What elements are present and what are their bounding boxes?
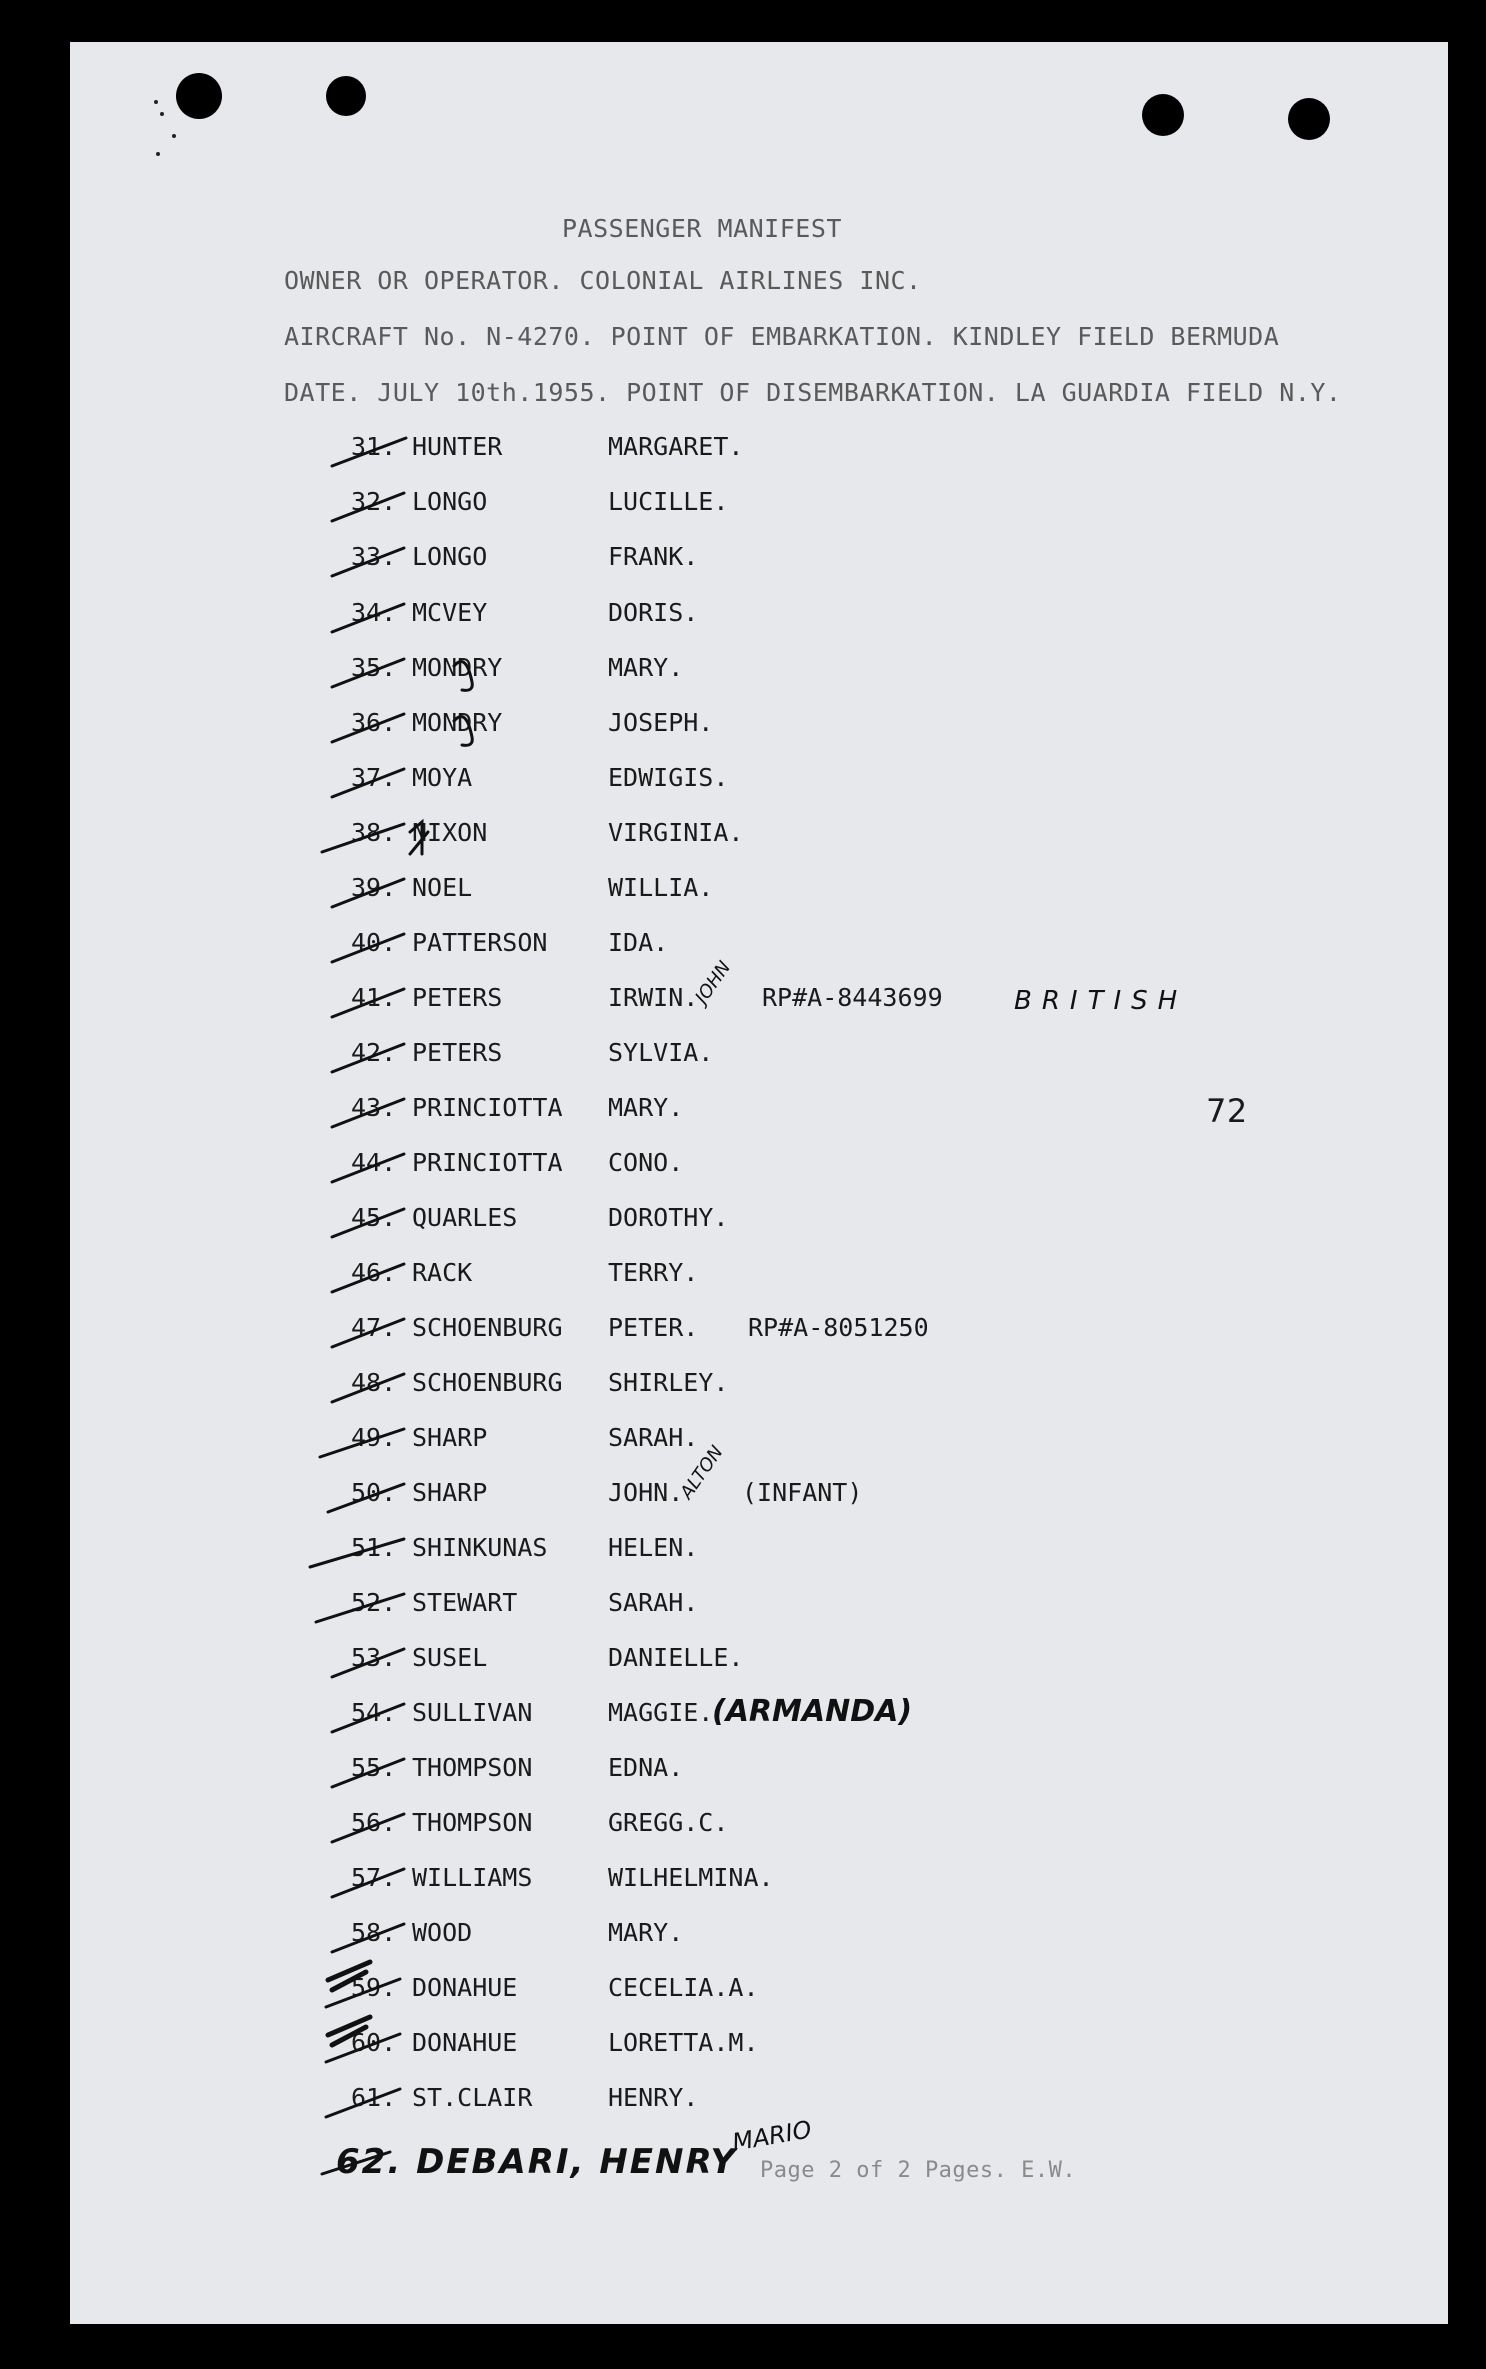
surname: SHINKUNAS [412,1533,548,1562]
row-number: 58. [351,1918,397,1947]
row-number: 36. [351,708,397,737]
page-number: 72 [1206,1092,1248,1130]
punch-hole-left [176,73,222,119]
given-name: EDWIGIS. [608,763,729,792]
surname: SULLIVAN [412,1698,533,1727]
passenger-row [70,2028,1448,2068]
given-name: HELEN. [608,1533,699,1562]
surname: NIXON [412,818,488,847]
row-number: 33. [351,542,397,571]
given-name: WILLIA. [608,873,714,902]
passenger-row [70,542,1448,582]
row-number: 60. [351,2028,397,2057]
surname: SCHOENBURG [412,1313,563,1342]
given-name: DORIS. [608,598,699,627]
passenger-row [70,1863,1448,1903]
given-name: SHIRLEY. [608,1368,729,1397]
manifest-title: PASSENGER MANIFEST [562,214,842,243]
surname: MOYA [412,763,473,792]
given-name: JOSEPH. [608,708,714,737]
resident-permit: RP#A-8051250 [748,1313,929,1342]
passenger-row [70,1423,1448,1463]
handwritten-alton: ALTON [676,1442,728,1503]
aircraft-line: AIRCRAFT No. N-4270. POINT OF EMBARKATION. KINDLEY FIELD BERMUDA [284,322,1280,351]
surname: PRINCIOTTA [412,1148,563,1177]
handwritten-mario: MARIO [730,2115,814,2157]
given-name: WILHELMINA. [608,1863,774,1892]
handwritten-john: JOHN [691,957,736,1008]
surname: RACK [412,1258,473,1287]
passenger-row [70,983,1448,1023]
passenger-row [70,1203,1448,1243]
given-name: FRANK. [608,542,699,571]
surname: DONAHUE [412,2028,518,2057]
speck [154,100,158,104]
surname: SUSEL [412,1643,488,1672]
row-number: 50. [351,1478,397,1507]
speck [172,134,176,138]
passenger-row [70,1808,1448,1848]
given-name: IRWIN. [608,983,699,1012]
given-name: EDNA. [608,1753,684,1782]
given-name: IDA. [608,928,669,957]
page-footer: Page 2 of 2 Pages. E.W. [760,2158,1077,2183]
passenger-row [70,1258,1448,1298]
row-number: 39. [351,873,397,902]
surname: THOMPSON [412,1808,533,1837]
surname: PETERS [412,983,503,1012]
passenger-row [70,1038,1448,1078]
surname: LONGO [412,487,488,516]
row-number: 43. [351,1093,397,1122]
passenger-row [70,1588,1448,1628]
surname: MCVEY [412,598,488,627]
row-number: 56. [351,1808,397,1837]
row-number: 40. [351,928,397,957]
resident-permit: RP#A-8443699 [762,983,943,1012]
row-number: 49. [351,1423,397,1452]
row-number: 42. [351,1038,397,1067]
surname: WILLIAMS [412,1863,533,1892]
given-name: JOHN. [608,1478,684,1507]
surname: PETERS [412,1038,503,1067]
passenger-row [70,487,1448,527]
given-name: MARY. [608,1918,684,1947]
row-number: 44. [351,1148,397,1177]
passenger-row [70,1478,1448,1518]
row-number: 47. [351,1313,397,1342]
handwritten-final-entry: 62. DEBARI, HENRY [336,2142,738,2182]
passenger-row [70,653,1448,693]
passenger-row [70,1313,1448,1353]
surname: PRINCIOTTA [412,1093,563,1122]
row-number: 59. [351,1973,397,2002]
passenger-row [70,708,1448,748]
given-name: LORETTA.M. [608,2028,759,2057]
date-line: DATE. JULY 10th.1955. POINT OF DISEMBARKATION. LA GUARDIA FIELD N.Y. [284,378,1342,407]
surname: SHARP [412,1423,488,1452]
given-name: DOROTHY. [608,1203,729,1232]
surname: STEWART [412,1588,518,1617]
given-name: HENRY. [608,2083,699,2112]
passenger-row [70,1753,1448,1793]
passenger-row [70,763,1448,803]
owner-line: OWNER OR OPERATOR. COLONIAL AIRLINES INC. [284,266,922,295]
passenger-row [70,1093,1448,1133]
row-number: 48. [351,1368,397,1397]
row-number: 41. [351,983,397,1012]
manifest-sheet [70,42,1448,2324]
surname: HUNTER [412,432,503,461]
handwritten-armanda: (ARMANDA) [712,1694,913,1729]
surname: ST.CLAIR [412,2083,533,2112]
handwritten-british: BRITISH [1014,986,1188,1016]
passenger-row [70,1368,1448,1408]
surname: WOOD [412,1918,473,1947]
surname: MONDRY [412,708,503,737]
row-number: 34. [351,598,397,627]
passenger-row [70,818,1448,858]
punch-hole-right [1142,94,1184,136]
row-number: 52. [351,1588,397,1617]
given-name: MARGARET. [608,432,744,461]
punch-hole-left-2 [326,76,366,116]
given-name: MARY. [608,653,684,682]
passenger-row [70,928,1448,968]
row-number: 37. [351,763,397,792]
surname: PATTERSON [412,928,548,957]
surname: QUARLES [412,1203,518,1232]
given-name: LUCILLE. [608,487,729,516]
passenger-row [70,1643,1448,1683]
passenger-row [70,432,1448,472]
surname: NOEL [412,873,473,902]
given-name: MAGGIE. [608,1698,714,1727]
infant-note: (INFANT) [742,1478,863,1507]
passenger-row [70,1973,1448,2013]
passenger-row [70,1533,1448,1573]
row-number: 57. [351,1863,397,1892]
given-name: CECELIA.A. [608,1973,759,2002]
surname: THOMPSON [412,1753,533,1782]
passenger-row [70,598,1448,638]
speck [160,112,164,116]
row-number: 53. [351,1643,397,1672]
passenger-row [70,873,1448,913]
given-name: SYLVIA. [608,1038,714,1067]
surname: MONDRY [412,653,503,682]
speck [156,152,160,156]
passenger-row [70,1918,1448,1958]
row-number: 35. [351,653,397,682]
passenger-row [70,1148,1448,1188]
surname: DONAHUE [412,1973,518,2002]
surname: SCHOENBURG [412,1368,563,1397]
given-name: VIRGINIA. [608,818,744,847]
surname: SHARP [412,1478,488,1507]
row-number: 51. [351,1533,397,1562]
given-name: SARAH. [608,1588,699,1617]
given-name: TERRY. [608,1258,699,1287]
given-name: MARY. [608,1093,684,1122]
row-number: 32. [351,487,397,516]
given-name: GREGG.C. [608,1808,729,1837]
passenger-row [70,2083,1448,2123]
surname: LONGO [412,542,488,571]
row-number: 54. [351,1698,397,1727]
given-name: SARAH. [608,1423,699,1452]
row-number: 31. [351,432,397,461]
row-number: 61. [351,2083,397,2112]
punch-hole-right-2 [1288,98,1330,140]
given-name: DANIELLE. [608,1643,744,1672]
row-number: 45. [351,1203,397,1232]
row-number: 38. [351,818,397,847]
given-name: CONO. [608,1148,684,1177]
given-name: PETER. [608,1313,699,1342]
row-number: 46. [351,1258,397,1287]
row-number: 55. [351,1753,397,1782]
